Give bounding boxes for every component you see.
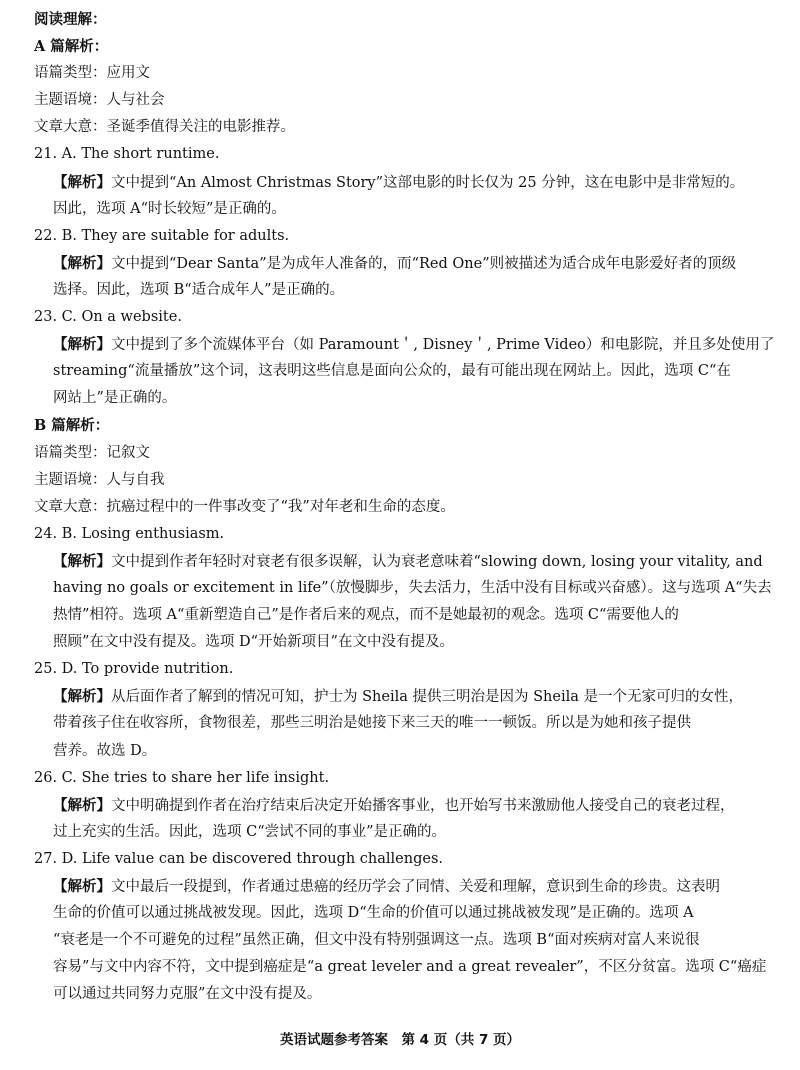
q21-answer: 21. A. The short runtime. — [34, 146, 220, 163]
analysis-tag: 【解析】 — [53, 552, 111, 570]
q24-analysis-line: 【解析】文中提到作者年轻时对衰老有很多误解，认为衰老意味着“slowing down, losing your vitality, and — [53, 552, 763, 570]
q22-analysis-line: 选择。因此，选项 B“适合成年人”是正确的。 — [53, 281, 345, 298]
q26-analysis-line: 【解析】文中明确提到作者在治疗结束后决定开始播客事业，也开始写书来激励他人接受自己的衰老过程， — [53, 796, 735, 814]
q27-analysis-line: 可以通过共同努力克服”在文中没有提及。 — [53, 986, 322, 1003]
section-a-title: A 篇解析： — [34, 38, 109, 56]
q24-answer: 24. B. Losing enthusiasm. — [34, 525, 225, 542]
q22-analysis-line: 【解析】文中提到“Dear Santa”是为成年人准备的，而“Red One”则被描述为适合成年电影爱好者的顶级 — [53, 254, 737, 272]
q25-analysis-line: 【解析】从后面作者了解到的情况可知，护士为 Sheila 提供三明治是因为 Sheila 是一个无家可归的女性， — [53, 688, 743, 706]
q23-analysis-line: streaming“流量播放”这个词，这表明这些信息是面向公众的，最有可能出现在网站上。因此，选项 C“在 — [53, 363, 731, 380]
section-b-theme: 主题语境：人与自我 — [34, 471, 165, 488]
q24-analysis-line: 热情”相符。选项 A“重新塑造自己”是作者后来的观点，而不是她最初的观念。选项 C“需要他人的 — [53, 607, 679, 624]
q23-analysis-line: 网站上”是正确的。 — [53, 390, 177, 407]
q23-answer: 23. C. On a website. — [34, 309, 182, 326]
section-b-title: B 篇解析： — [34, 417, 110, 435]
q26-answer: 26. C. She tries to share her life insight. — [34, 769, 330, 786]
q27-analysis-line: “衰老是一个不可避免的过程”虽然正确，但文中没有特别强调这一点。选项 B“面对疾病对富人来说很 — [53, 932, 700, 949]
section-a-genre: 语篇类型：应用文 — [34, 65, 150, 82]
q21-analysis-line: 【解析】文中提到“An Almost Christmas Story”这部电影的时长仅为 25 分钟，这在电影中是非常短的。 — [53, 173, 745, 191]
q27-answer: 27. D. Life value can be discovered through challenges. — [34, 850, 444, 867]
q21-analysis-line: 因此，选项 A“时长较短”是正确的。 — [53, 200, 286, 217]
section-b-genre: 语篇类型：记叙文 — [34, 444, 150, 461]
q25-analysis-line: 带着孩子住在收容所，食物很差，那些三明治是她接下来三天的唯一一顿饭。所以是为她和孩子提供 — [53, 715, 691, 732]
analysis-tag: 【解析】 — [53, 173, 111, 191]
section-b-summary: 文章大意：抗癌过程中的一件事改变了“我”对年老和生命的态度。 — [34, 498, 455, 515]
q27-analysis-line: 生命的价值可以通过挑战被发现。因此，选项 D“生命的价值可以通过挑战被发现”是正确的。选项 A — [53, 905, 694, 922]
q27-analysis-line: 【解析】文中最后一段提到，作者通过患癌的经历学会了同情、关爱和理解，意识到生命的珍贵。这表明 — [53, 878, 720, 895]
q24-analysis-line: having no goals or excitement in life”（放慢脚步，失去活力，生活中没有目标或兴奋感）。这与选项 A“失去 — [53, 579, 772, 596]
page-content — [34, 6, 776, 1008]
q25-answer: 25. D. To provide nutrition. — [34, 661, 234, 678]
analysis-tag: 【解析】 — [53, 336, 111, 354]
q24-analysis-line: 照顾”在文中没有提及。选项 D“开始新项目”在文中没有提及。 — [53, 634, 454, 651]
analysis-tag: 【解析】 — [53, 254, 111, 272]
analysis-tag: 【解析】 — [53, 796, 111, 814]
page-footer: 英语试题参考答案 第 4 页（共 7 页） — [279, 1032, 521, 1048]
analysis-tag: 【解析】 — [53, 688, 111, 706]
q22-answer: 22. B. They are suitable for adults. — [34, 227, 290, 244]
q26-analysis-line: 过上充实的生活。因此，选项 C“尝试不同的事业”是正确的。 — [53, 823, 447, 840]
q23-analysis-line: 【解析】文中提到了多个流媒体平台（如 Paramount＇, Disney＇, Prime Video）和电影院，并且多处使用了 — [53, 336, 775, 354]
q25-analysis-line: 营养。故选 D。 — [53, 742, 157, 759]
analysis-tag: 【解析】 — [53, 878, 111, 895]
section-heading: 阅读理解： — [34, 11, 107, 28]
q27-analysis-line: 容易”与文中内容不符，文中提到癌症是“a great leveler and a great revealer”，不区分贫富。选项 C“癌症 — [53, 959, 767, 976]
section-a-theme: 主题语境：人与社会 — [34, 92, 165, 109]
section-a-summary: 文章大意：圣诞季值得关注的电影推荐。 — [34, 119, 295, 136]
